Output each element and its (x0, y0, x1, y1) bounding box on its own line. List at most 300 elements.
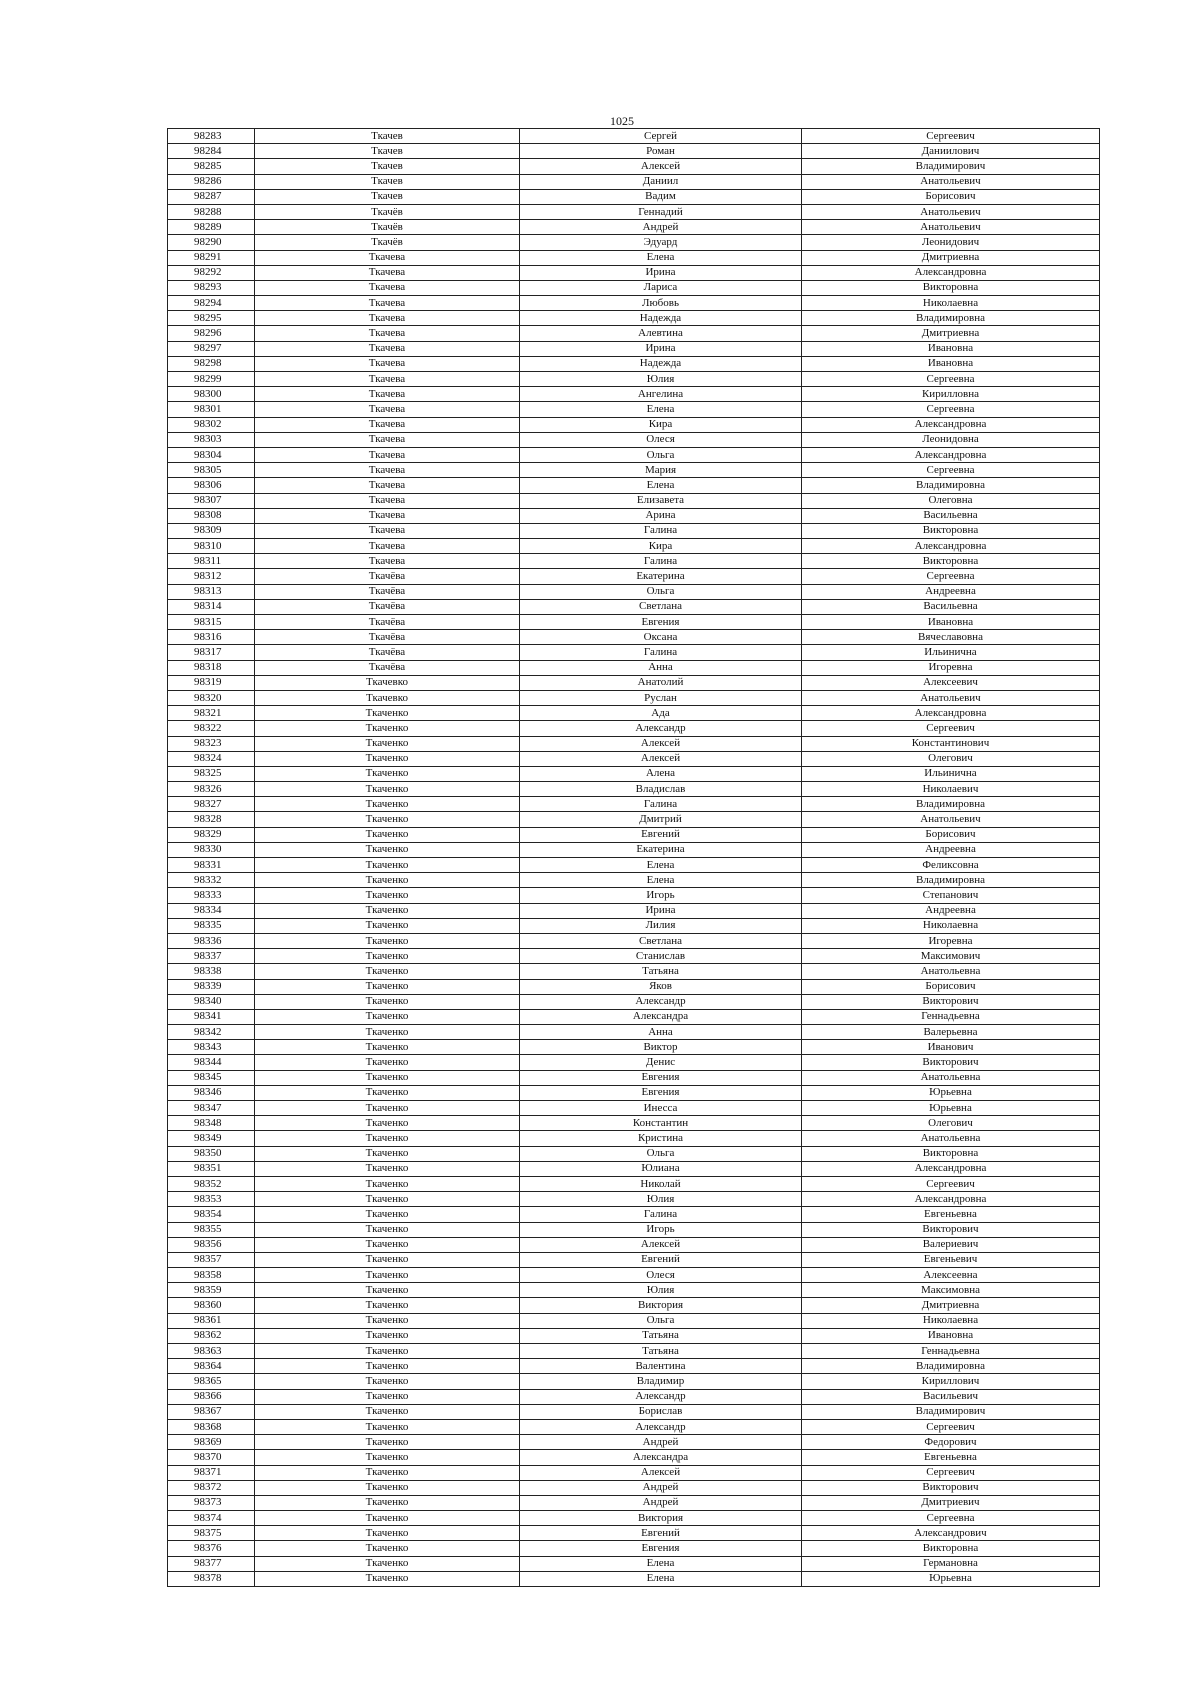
table-row (168, 1571, 1100, 1586)
table-row (168, 417, 1100, 432)
record-number-cell: 98332 (168, 873, 255, 888)
table-row (168, 1283, 1100, 1298)
first-name-cell: Елена (520, 478, 802, 493)
last-name-cell: Ткачёв (255, 220, 520, 235)
patronymic-cell: Сергеевич (802, 129, 1100, 144)
table-row (168, 645, 1100, 660)
table-row (168, 159, 1100, 174)
table-row (168, 1161, 1100, 1176)
record-number-cell: 98329 (168, 827, 255, 842)
first-name-cell: Ольга (520, 1146, 802, 1161)
table-row (168, 523, 1100, 538)
table-row (168, 584, 1100, 599)
record-number-cell: 98335 (168, 918, 255, 933)
table-row (168, 265, 1100, 280)
last-name-cell: Ткаченко (255, 1055, 520, 1070)
record-number-cell: 98298 (168, 356, 255, 371)
record-number-cell: 98341 (168, 1009, 255, 1024)
record-number-cell: 98347 (168, 1101, 255, 1116)
table-row (168, 1374, 1100, 1389)
first-name-cell: Елена (520, 1556, 802, 1571)
patronymic-cell: Анатольевич (802, 174, 1100, 189)
patronymic-cell: Юрьевна (802, 1101, 1100, 1116)
record-number-cell: 98339 (168, 979, 255, 994)
table-row (168, 508, 1100, 523)
last-name-cell: Ткаченко (255, 873, 520, 888)
table-row (168, 1101, 1100, 1116)
patronymic-cell: Владимировна (802, 873, 1100, 888)
table-row (168, 858, 1100, 873)
last-name-cell: Ткаченко (255, 1237, 520, 1252)
record-number-cell: 98301 (168, 402, 255, 417)
patronymic-cell: Сергеевна (802, 402, 1100, 417)
table-row (168, 964, 1100, 979)
table-row (168, 387, 1100, 402)
record-number-cell: 98326 (168, 782, 255, 797)
record-number-cell: 98325 (168, 766, 255, 781)
patronymic-cell: Викторовна (802, 1146, 1100, 1161)
last-name-cell: Ткачев (255, 144, 520, 159)
patronymic-cell: Дмитриевна (802, 326, 1100, 341)
patronymic-cell: Александрович (802, 1526, 1100, 1541)
patronymic-cell: Ивановна (802, 1328, 1100, 1343)
record-number-cell: 98372 (168, 1480, 255, 1495)
record-number-cell: 98309 (168, 523, 255, 538)
record-number-cell: 98344 (168, 1055, 255, 1070)
last-name-cell: Ткаченко (255, 1465, 520, 1480)
record-number-cell: 98356 (168, 1237, 255, 1252)
last-name-cell: Ткаченко (255, 1161, 520, 1176)
table-row (168, 1009, 1100, 1024)
patronymic-cell: Валерьевна (802, 1025, 1100, 1040)
patronymic-cell: Олегович (802, 1116, 1100, 1131)
last-name-cell: Ткаченко (255, 751, 520, 766)
last-name-cell: Ткачёва (255, 645, 520, 660)
patronymic-cell: Васильевич (802, 1389, 1100, 1404)
first-name-cell: Андрей (520, 1495, 802, 1510)
patronymic-cell: Ивановна (802, 356, 1100, 371)
patronymic-cell: Борисович (802, 979, 1100, 994)
first-name-cell: Галина (520, 523, 802, 538)
last-name-cell: Ткаченко (255, 1085, 520, 1100)
first-name-cell: Ирина (520, 265, 802, 280)
patronymic-cell: Федорович (802, 1435, 1100, 1450)
patronymic-cell: Игоревна (802, 660, 1100, 675)
patronymic-cell: Вячеславовна (802, 630, 1100, 645)
patronymic-cell: Ивановна (802, 615, 1100, 630)
patronymic-cell: Евгеньевич (802, 1252, 1100, 1267)
first-name-cell: Елизавета (520, 493, 802, 508)
last-name-cell: Ткачева (255, 493, 520, 508)
first-name-cell: Андрей (520, 1480, 802, 1495)
record-number-cell: 98322 (168, 721, 255, 736)
patronymic-cell: Ивановна (802, 341, 1100, 356)
last-name-cell: Ткаченко (255, 1571, 520, 1586)
last-name-cell: Ткаченко (255, 1419, 520, 1434)
table-row (168, 1298, 1100, 1313)
first-name-cell: Яков (520, 979, 802, 994)
record-number-cell: 98316 (168, 630, 255, 645)
last-name-cell: Ткачева (255, 265, 520, 280)
table-row (168, 1131, 1100, 1146)
record-number-cell: 98302 (168, 417, 255, 432)
record-number-cell: 98300 (168, 387, 255, 402)
first-name-cell: Кира (520, 539, 802, 554)
record-number-cell: 98307 (168, 493, 255, 508)
record-number-cell: 98340 (168, 994, 255, 1009)
record-number-cell: 98291 (168, 250, 255, 265)
record-number-cell: 98362 (168, 1328, 255, 1343)
first-name-cell: Галина (520, 797, 802, 812)
patronymic-cell: Дмитриевна (802, 250, 1100, 265)
patronymic-cell: Анатольевич (802, 220, 1100, 235)
first-name-cell: Елена (520, 1571, 802, 1586)
record-number-cell: 98306 (168, 478, 255, 493)
table-row (168, 630, 1100, 645)
last-name-cell: Ткаченко (255, 1070, 520, 1085)
first-name-cell: Кира (520, 417, 802, 432)
last-name-cell: Ткаченко (255, 1404, 520, 1419)
table-row (168, 463, 1100, 478)
last-name-cell: Ткачева (255, 478, 520, 493)
first-name-cell: Юлия (520, 1192, 802, 1207)
patronymic-cell: Владимирович (802, 159, 1100, 174)
last-name-cell: Ткаченко (255, 1541, 520, 1556)
first-name-cell: Станислав (520, 949, 802, 964)
patronymic-cell: Алексеевна (802, 1268, 1100, 1283)
first-name-cell: Даниил (520, 174, 802, 189)
first-name-cell: Алена (520, 766, 802, 781)
first-name-cell: Елена (520, 873, 802, 888)
last-name-cell: Ткачева (255, 372, 520, 387)
record-number-cell: 98353 (168, 1192, 255, 1207)
table-row (168, 1389, 1100, 1404)
first-name-cell: Андрей (520, 220, 802, 235)
table-row (168, 690, 1100, 705)
table-row (168, 766, 1100, 781)
patronymic-cell: Викторовна (802, 280, 1100, 295)
last-name-cell: Ткачева (255, 326, 520, 341)
first-name-cell: Надежда (520, 311, 802, 326)
patronymic-cell: Германовна (802, 1556, 1100, 1571)
record-number-cell: 98334 (168, 903, 255, 918)
record-number-cell: 98333 (168, 888, 255, 903)
table-row (168, 220, 1100, 235)
patronymic-cell: Сергеевич (802, 1465, 1100, 1480)
first-name-cell: Кристина (520, 1131, 802, 1146)
roster-body (168, 129, 1100, 1587)
first-name-cell: Виктория (520, 1511, 802, 1526)
table-row (168, 1359, 1100, 1374)
table-row (168, 842, 1100, 857)
first-name-cell: Геннадий (520, 204, 802, 219)
record-number-cell: 98357 (168, 1252, 255, 1267)
record-number-cell: 98375 (168, 1526, 255, 1541)
table-row (168, 1222, 1100, 1237)
first-name-cell: Евгения (520, 1070, 802, 1085)
first-name-cell: Руслан (520, 690, 802, 705)
record-number-cell: 98320 (168, 690, 255, 705)
record-number-cell: 98376 (168, 1541, 255, 1556)
first-name-cell: Мария (520, 463, 802, 478)
first-name-cell: Светлана (520, 599, 802, 614)
table-row (168, 569, 1100, 584)
table-row (168, 1404, 1100, 1419)
record-number-cell: 98314 (168, 599, 255, 614)
table-row (168, 660, 1100, 675)
first-name-cell: Лилия (520, 918, 802, 933)
last-name-cell: Ткаченко (255, 1556, 520, 1571)
last-name-cell: Ткаченко (255, 1207, 520, 1222)
last-name-cell: Ткаченко (255, 1146, 520, 1161)
table-row (168, 326, 1100, 341)
record-number-cell: 98286 (168, 174, 255, 189)
last-name-cell: Ткаченко (255, 1131, 520, 1146)
roster-table (167, 128, 1100, 1587)
record-number-cell: 98358 (168, 1268, 255, 1283)
table-row (168, 1040, 1100, 1055)
last-name-cell: Ткаченко (255, 1222, 520, 1237)
table-row (168, 311, 1100, 326)
record-number-cell: 98365 (168, 1374, 255, 1389)
first-name-cell: Андрей (520, 1435, 802, 1450)
patronymic-cell: Викторович (802, 994, 1100, 1009)
record-number-cell: 98293 (168, 280, 255, 295)
record-number-cell: 98305 (168, 463, 255, 478)
table-row (168, 751, 1100, 766)
record-number-cell: 98315 (168, 615, 255, 630)
patronymic-cell: Иванович (802, 1040, 1100, 1055)
table-row (168, 204, 1100, 219)
record-number-cell: 98321 (168, 706, 255, 721)
patronymic-cell: Николаевна (802, 1313, 1100, 1328)
table-row (168, 296, 1100, 311)
last-name-cell: Ткаченко (255, 1435, 520, 1450)
last-name-cell: Ткаченко (255, 888, 520, 903)
last-name-cell: Ткачёва (255, 630, 520, 645)
last-name-cell: Ткаченко (255, 1116, 520, 1131)
patronymic-cell: Леонидовна (802, 432, 1100, 447)
table-row (168, 402, 1100, 417)
table-row (168, 1085, 1100, 1100)
record-number-cell: 98369 (168, 1435, 255, 1450)
patronymic-cell: Алексеевич (802, 675, 1100, 690)
patronymic-cell: Александровна (802, 417, 1100, 432)
record-number-cell: 98373 (168, 1495, 255, 1510)
first-name-cell: Евгений (520, 1252, 802, 1267)
first-name-cell: Денис (520, 1055, 802, 1070)
table-row (168, 1526, 1100, 1541)
first-name-cell: Анна (520, 660, 802, 675)
table-row (168, 129, 1100, 144)
record-number-cell: 98371 (168, 1465, 255, 1480)
last-name-cell: Ткачева (255, 280, 520, 295)
first-name-cell: Юлия (520, 372, 802, 387)
patronymic-cell: Владимировна (802, 1359, 1100, 1374)
first-name-cell: Светлана (520, 933, 802, 948)
first-name-cell: Елена (520, 250, 802, 265)
table-row (168, 432, 1100, 447)
last-name-cell: Ткаченко (255, 1252, 520, 1267)
last-name-cell: Ткачева (255, 356, 520, 371)
table-row (168, 706, 1100, 721)
record-number-cell: 98324 (168, 751, 255, 766)
table-row (168, 1237, 1100, 1252)
patronymic-cell: Николаевич (802, 782, 1100, 797)
record-number-cell: 98345 (168, 1070, 255, 1085)
patronymic-cell: Николаевна (802, 296, 1100, 311)
last-name-cell: Ткаченко (255, 1526, 520, 1541)
patronymic-cell: Анатольевич (802, 690, 1100, 705)
patronymic-cell: Леонидович (802, 235, 1100, 250)
record-number-cell: 98349 (168, 1131, 255, 1146)
record-number-cell: 98312 (168, 569, 255, 584)
last-name-cell: Ткаченко (255, 1313, 520, 1328)
patronymic-cell: Ильинична (802, 766, 1100, 781)
last-name-cell: Ткачевко (255, 690, 520, 705)
patronymic-cell: Александровна (802, 447, 1100, 462)
patronymic-cell: Викторовна (802, 554, 1100, 569)
last-name-cell: Ткаченко (255, 1480, 520, 1495)
patronymic-cell: Сергеевна (802, 569, 1100, 584)
patronymic-cell: Александровна (802, 1161, 1100, 1176)
first-name-cell: Александра (520, 1009, 802, 1024)
first-name-cell: Ангелина (520, 387, 802, 402)
first-name-cell: Екатерина (520, 569, 802, 584)
last-name-cell: Ткаченко (255, 903, 520, 918)
first-name-cell: Инесса (520, 1101, 802, 1116)
table-row (168, 1146, 1100, 1161)
patronymic-cell: Геннадьевна (802, 1344, 1100, 1359)
record-number-cell: 98338 (168, 964, 255, 979)
record-number-cell: 98352 (168, 1176, 255, 1191)
table-row (168, 554, 1100, 569)
table-row (168, 1556, 1100, 1571)
first-name-cell: Алексей (520, 751, 802, 766)
first-name-cell: Евгения (520, 615, 802, 630)
table-row (168, 918, 1100, 933)
last-name-cell: Ткаченко (255, 1040, 520, 1055)
last-name-cell: Ткаченко (255, 1511, 520, 1526)
table-row (168, 1268, 1100, 1283)
patronymic-cell: Викторовна (802, 523, 1100, 538)
record-number-cell: 98294 (168, 296, 255, 311)
record-number-cell: 98283 (168, 129, 255, 144)
patronymic-cell: Анатольевна (802, 1070, 1100, 1085)
table-row (168, 888, 1100, 903)
record-number-cell: 98295 (168, 311, 255, 326)
last-name-cell: Ткаченко (255, 1495, 520, 1510)
last-name-cell: Ткачев (255, 129, 520, 144)
patronymic-cell: Александровна (802, 539, 1100, 554)
patronymic-cell: Васильевна (802, 599, 1100, 614)
table-row (168, 1313, 1100, 1328)
record-number-cell: 98363 (168, 1344, 255, 1359)
first-name-cell: Юлия (520, 1283, 802, 1298)
patronymic-cell: Игоревна (802, 933, 1100, 948)
table-row (168, 827, 1100, 842)
patronymic-cell: Дмитриевич (802, 1495, 1100, 1510)
first-name-cell: Ирина (520, 903, 802, 918)
record-number-cell: 98296 (168, 326, 255, 341)
table-row (168, 812, 1100, 827)
last-name-cell: Ткачева (255, 296, 520, 311)
table-row (168, 280, 1100, 295)
record-number-cell: 98330 (168, 842, 255, 857)
last-name-cell: Ткаченко (255, 1268, 520, 1283)
record-number-cell: 98331 (168, 858, 255, 873)
table-row (168, 933, 1100, 948)
last-name-cell: Ткаченко (255, 842, 520, 857)
patronymic-cell: Валериевич (802, 1237, 1100, 1252)
table-row (168, 903, 1100, 918)
table-row (168, 1419, 1100, 1434)
first-name-cell: Дмитрий (520, 812, 802, 827)
patronymic-cell: Феликсовна (802, 858, 1100, 873)
first-name-cell: Алексей (520, 1237, 802, 1252)
record-number-cell: 98367 (168, 1404, 255, 1419)
patronymic-cell: Сергеевна (802, 372, 1100, 387)
record-number-cell: 98351 (168, 1161, 255, 1176)
record-number-cell: 98368 (168, 1419, 255, 1434)
first-name-cell: Александр (520, 721, 802, 736)
patronymic-cell: Сергеевна (802, 1511, 1100, 1526)
first-name-cell: Любовь (520, 296, 802, 311)
last-name-cell: Ткаченко (255, 858, 520, 873)
table-row (168, 539, 1100, 554)
first-name-cell: Алексей (520, 1465, 802, 1480)
last-name-cell: Ткаченко (255, 1328, 520, 1343)
record-number-cell: 98323 (168, 736, 255, 751)
record-number-cell: 98297 (168, 341, 255, 356)
record-number-cell: 98336 (168, 933, 255, 948)
table-row (168, 341, 1100, 356)
record-number-cell: 98288 (168, 204, 255, 219)
record-number-cell: 98303 (168, 432, 255, 447)
first-name-cell: Олеся (520, 1268, 802, 1283)
patronymic-cell: Викторович (802, 1480, 1100, 1495)
last-name-cell: Ткаченко (255, 1450, 520, 1465)
record-number-cell: 98360 (168, 1298, 255, 1313)
patronymic-cell: Сергеевич (802, 1419, 1100, 1434)
last-name-cell: Ткачев (255, 174, 520, 189)
first-name-cell: Алевтина (520, 326, 802, 341)
last-name-cell: Ткаченко (255, 1374, 520, 1389)
last-name-cell: Ткаченко (255, 1344, 520, 1359)
patronymic-cell: Андреевна (802, 584, 1100, 599)
patronymic-cell: Олеговна (802, 493, 1100, 508)
patronymic-cell: Константинович (802, 736, 1100, 751)
record-number-cell: 98290 (168, 235, 255, 250)
record-number-cell: 98287 (168, 189, 255, 204)
patronymic-cell: Викторович (802, 1222, 1100, 1237)
last-name-cell: Ткачева (255, 447, 520, 462)
patronymic-cell: Александровна (802, 706, 1100, 721)
patronymic-cell: Евгеньевна (802, 1450, 1100, 1465)
table-row (168, 1344, 1100, 1359)
first-name-cell: Ольга (520, 1313, 802, 1328)
first-name-cell: Евгений (520, 827, 802, 842)
first-name-cell: Татьяна (520, 1344, 802, 1359)
last-name-cell: Ткачёв (255, 235, 520, 250)
first-name-cell: Игорь (520, 1222, 802, 1237)
patronymic-cell: Максимович (802, 949, 1100, 964)
last-name-cell: Ткаченко (255, 1298, 520, 1313)
first-name-cell: Екатерина (520, 842, 802, 857)
last-name-cell: Ткаченко (255, 797, 520, 812)
patronymic-cell: Владимирович (802, 1404, 1100, 1419)
patronymic-cell: Кириллович (802, 1374, 1100, 1389)
